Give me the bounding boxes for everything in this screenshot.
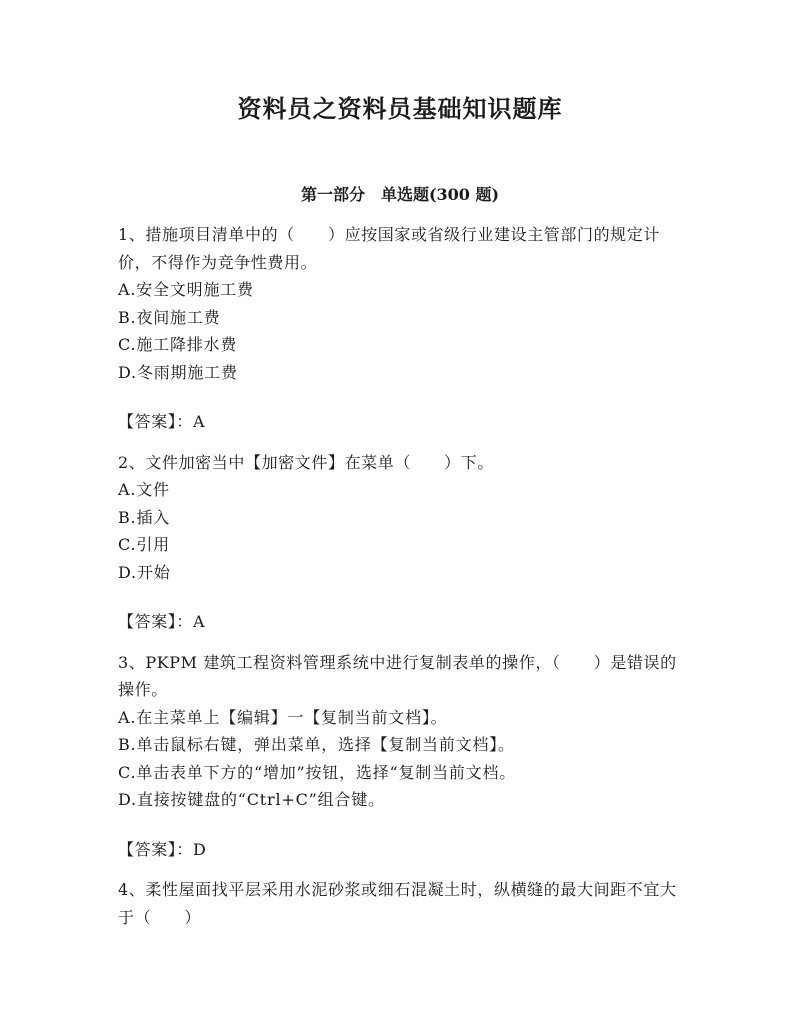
option-a: A.安全文明施工费 [118, 280, 254, 299]
option-d: D.冬雨期施工费 [118, 362, 238, 382]
answer-prefix: 【答案】： [118, 612, 194, 631]
option-c: C.单击表单下方的“增加”按钮，选择“复制当前文档。 [118, 762, 517, 782]
option-d: D.直接按键盘的“Ctrl+C”组合键。 [118, 790, 385, 809]
answer-value: D [193, 839, 207, 859]
option-b: B.单击鼠标右键，弹出菜单，选择【复制当前文档】。 [118, 735, 515, 754]
option-list [118, 476, 678, 586]
question-1 [118, 221, 678, 436]
option-b: B.夜间施工费 [118, 307, 221, 327]
document-title: 资料员之资料员基础知识题库 [237, 94, 563, 123]
answer-prefix: 【答案】： [118, 412, 194, 431]
option-list [118, 704, 678, 814]
question-stem: 3、PKPM 建筑工程资料管理系统中进行复制表单的操作，（ ）是错误的操作。 [118, 652, 677, 699]
option-c: C.施工降排水费 [118, 335, 238, 354]
question-stem: 2、文件加密当中【加密文件】在菜单（ ）下。 [118, 452, 494, 472]
answer-value: A [193, 412, 206, 431]
answer-line [118, 608, 678, 636]
question-4 [118, 876, 678, 931]
question-2 [118, 449, 678, 636]
answer-prefix: 【答案】： [118, 839, 194, 859]
option-a: A.在主菜单上【编辑】一【复制当前文档】。 [118, 707, 448, 727]
option-d: D.开始 [118, 562, 171, 582]
question-stem: 1、措施项目清单中的（ ）应按国家或省级行业建设主管部门的规定计价，不得作为竞争性费用。 [118, 225, 660, 272]
option-a: A.文件 [118, 480, 170, 499]
question-list [118, 221, 678, 931]
option-b: B.插入 [118, 507, 171, 527]
option-list [118, 276, 678, 386]
question-stem: 4、柔性屋面找平层采用水泥砂浆或细石混凝土时，纵横缝的最大间距不宜大于（ ） [118, 880, 677, 927]
question-3 [118, 649, 678, 864]
answer-line [118, 836, 678, 864]
answer-line [118, 408, 678, 436]
option-c: C.引用 [118, 535, 170, 554]
answer-value: A [193, 612, 206, 631]
section-title: 第一部分 单选题(300 题) [300, 185, 500, 204]
